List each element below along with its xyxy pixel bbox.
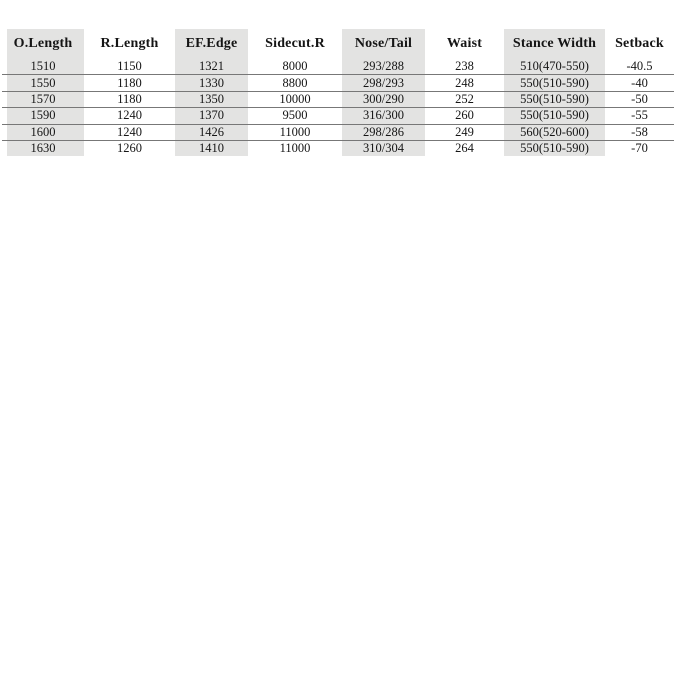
table-cell: 1630 bbox=[2, 140, 84, 156]
table-cell: 1590 bbox=[2, 108, 84, 124]
table-cell: 310/304 bbox=[342, 140, 425, 156]
table-cell: 1180 bbox=[84, 91, 175, 107]
table-cell: 510(470-550) bbox=[504, 59, 605, 75]
table-cell: 248 bbox=[425, 75, 504, 91]
column-header-setback: Setback bbox=[615, 36, 664, 51]
table-cell: 11000 bbox=[248, 124, 342, 140]
table-cell: 252 bbox=[425, 91, 504, 107]
table-cell: 238 bbox=[455, 59, 474, 74]
header-row bbox=[2, 29, 674, 59]
table-cell: 1570 bbox=[2, 91, 84, 107]
table-cell: 9500 bbox=[248, 108, 342, 124]
table-cell: 1350 bbox=[175, 91, 248, 107]
table-row bbox=[2, 140, 674, 156]
table-cell: 1600 bbox=[2, 124, 84, 140]
table-cell: 1150 bbox=[117, 59, 142, 74]
table-cell: 1426 bbox=[175, 124, 248, 140]
table-cell: 1240 bbox=[84, 108, 175, 124]
table-row bbox=[2, 108, 674, 124]
table-cell: 249 bbox=[425, 124, 504, 140]
table-cell: 8000 bbox=[282, 59, 308, 74]
table-row bbox=[2, 91, 674, 107]
table-row bbox=[2, 59, 674, 75]
table-cell: 1550 bbox=[2, 75, 84, 91]
spec-table bbox=[2, 29, 674, 156]
table-cell: 260 bbox=[425, 108, 504, 124]
table-cell: 8800 bbox=[248, 75, 342, 91]
column-header-sidecut-r: Sidecut.R bbox=[265, 36, 325, 51]
column-header-nose-tail: Nose/Tail bbox=[342, 29, 425, 59]
table-cell: -70 bbox=[605, 140, 674, 156]
column-header-stance-width: Stance Width bbox=[504, 29, 605, 59]
table-cell: -50 bbox=[605, 91, 674, 107]
table-cell: 1330 bbox=[175, 75, 248, 91]
table-cell: 550(510-590) bbox=[504, 91, 605, 107]
table-cell: 550(510-590) bbox=[504, 140, 605, 156]
table-cell: 300/290 bbox=[342, 91, 425, 107]
table-cell: -55 bbox=[605, 108, 674, 124]
table-cell: 298/293 bbox=[342, 75, 425, 91]
table-cell: 1180 bbox=[84, 75, 175, 91]
column-header-waist: Waist bbox=[446, 36, 483, 51]
column-header-r-length: R.Length bbox=[100, 36, 159, 51]
table-cell: 293/288 bbox=[342, 59, 425, 75]
table-cell: -58 bbox=[605, 124, 674, 140]
column-header-ef-edge: EF.Edge bbox=[175, 29, 248, 59]
table-row bbox=[2, 75, 674, 91]
table-cell: 550(510-590) bbox=[504, 108, 605, 124]
table-cell: 1510 bbox=[2, 59, 84, 75]
table-cell: 1240 bbox=[84, 124, 175, 140]
table-cell: 264 bbox=[425, 140, 504, 156]
table-cell: 1321 bbox=[175, 59, 248, 75]
table-cell: 560(520-600) bbox=[504, 124, 605, 140]
table-cell: -40 bbox=[605, 75, 674, 91]
table-cell: 11000 bbox=[248, 140, 342, 156]
table-cell: -40.5 bbox=[626, 59, 653, 74]
column-header-o-length: O.Length bbox=[2, 29, 84, 59]
table-cell: 316/300 bbox=[342, 108, 425, 124]
table-cell: 550(510-590) bbox=[504, 75, 605, 91]
table-row bbox=[2, 124, 674, 140]
table-cell: 298/286 bbox=[342, 124, 425, 140]
table-cell: 1370 bbox=[175, 108, 248, 124]
table-cell: 10000 bbox=[248, 91, 342, 107]
table-cell: 1410 bbox=[175, 140, 248, 156]
table-cell: 1260 bbox=[84, 140, 175, 156]
